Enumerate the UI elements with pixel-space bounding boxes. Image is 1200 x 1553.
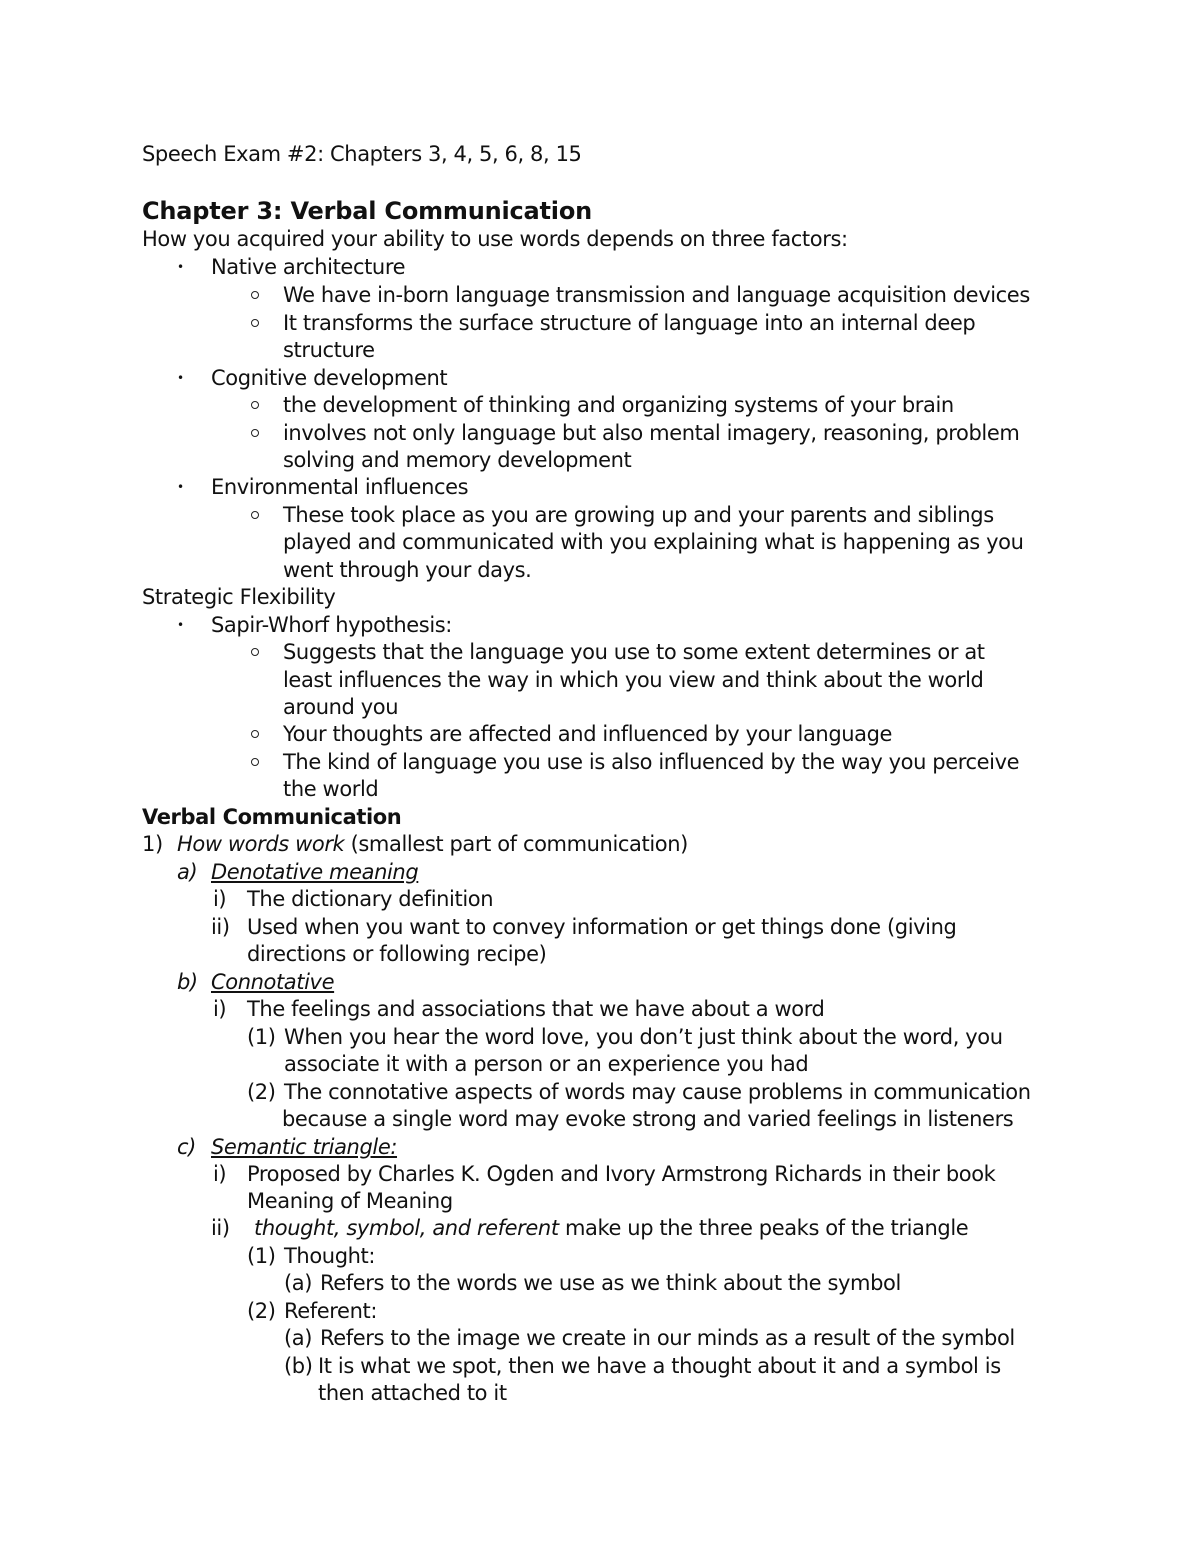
letter-text-cont: then attached to it xyxy=(318,1381,507,1405)
roman-text: The dictionary definition xyxy=(247,887,494,911)
letter-text: Refers to the image we create in our minds as a result of the symbol xyxy=(320,1326,1015,1350)
strategic-point: The kind of language you use is also influenced by the way you perceive xyxy=(283,750,1020,774)
paren-text: The connotative aspects of words may cause problems in communication xyxy=(284,1080,1031,1104)
factor-point-cont: played and communicated with you explaining what is happening as you xyxy=(283,530,1024,554)
sub-label: a) xyxy=(177,860,198,884)
bullet-icon: • xyxy=(177,480,185,494)
paren-text: Thought: xyxy=(284,1244,376,1268)
factor-point: We have in-born language transmission and language acquisition devices xyxy=(283,283,1030,307)
factor-point-cont: solving and memory development xyxy=(283,448,632,472)
letter-text: It is what we spot, then we have a thought about it and a symbol is xyxy=(318,1354,1001,1378)
verbal-heading: Verbal Communication xyxy=(142,805,402,829)
circle-bullet-icon xyxy=(251,758,259,766)
sub-label: c) xyxy=(177,1135,196,1159)
paren-text: Referent: xyxy=(284,1299,377,1323)
paren-text-cont: because a single word may evoke strong and varied feelings in listeners xyxy=(282,1107,1014,1131)
sub-label: b) xyxy=(177,970,198,994)
roman-text: Used when you want to convey information or get things done (giving xyxy=(247,915,957,939)
circle-bullet-icon xyxy=(251,730,259,738)
paren-text-cont: associate it with a person or an experience you had xyxy=(284,1052,809,1076)
intro-text: How you acquired your ability to use words depends on three factors: xyxy=(142,227,848,251)
strategic-point: Your thoughts are affected and influenced by your language xyxy=(283,722,893,746)
sub-title: Semantic triangle: xyxy=(211,1135,398,1159)
exam-header: Speech Exam #2: Chapters 3, 4, 5, 6, 8, 15 xyxy=(142,142,582,166)
roman-number: i) xyxy=(213,997,227,1021)
roman-number: ii) xyxy=(211,1216,230,1240)
roman-rest: make up the three peaks of the triangle xyxy=(558,1216,969,1240)
strategic-point-cont: the world xyxy=(283,777,379,801)
paren-number: (2) xyxy=(247,1080,276,1104)
letter-text: Refers to the words we use as we think about the symbol xyxy=(320,1271,901,1295)
paren-number: (1) xyxy=(247,1025,276,1049)
strategic-point-cont: around you xyxy=(283,695,399,719)
strategic-point: Suggests that the language you use to some extent determines or at xyxy=(283,640,985,664)
chapter-title: Chapter 3: Verbal Communication xyxy=(142,197,593,225)
roman-text xyxy=(254,1215,968,1242)
paren-number: (2) xyxy=(247,1299,276,1323)
circle-bullet-icon xyxy=(251,401,259,409)
strategic-point-cont: least influences the way in which you view and think about the world xyxy=(283,668,984,692)
roman-number: ii) xyxy=(211,915,230,939)
circle-bullet-icon xyxy=(251,429,259,437)
circle-bullet-icon xyxy=(251,648,259,656)
factor-label: Cognitive development xyxy=(211,366,448,390)
roman-italic: thought, symbol, and referent xyxy=(254,1216,559,1240)
factor-point-cont: went through your days. xyxy=(283,558,532,582)
circle-bullet-icon xyxy=(251,291,259,299)
factor-label: Environmental influences xyxy=(211,475,469,499)
bullet-icon: • xyxy=(177,260,185,274)
factor-label: Native architecture xyxy=(211,255,406,279)
paren-text: When you hear the word love, you don’t just think about the word, you xyxy=(284,1025,1003,1049)
paren-number: (1) xyxy=(247,1244,276,1268)
letter-number: (b) xyxy=(284,1354,313,1378)
circle-bullet-icon xyxy=(251,319,259,327)
bullet-icon: • xyxy=(177,371,185,385)
strategic-heading: Strategic Flexibility xyxy=(142,585,336,609)
factor-point: These took place as you are growing up and your parents and siblings xyxy=(283,503,994,527)
item-text xyxy=(177,831,688,858)
roman-number: i) xyxy=(213,1162,227,1186)
factor-point: the development of thinking and organizing systems of your brain xyxy=(283,393,954,417)
factor-point: It transforms the surface structure of language into an internal deep xyxy=(283,311,976,335)
roman-number: i) xyxy=(213,887,227,911)
item-number: 1) xyxy=(142,832,163,856)
letter-number: (a) xyxy=(284,1326,313,1350)
circle-bullet-icon xyxy=(251,511,259,519)
sub-title: Denotative meaning xyxy=(211,860,419,884)
item-rest: (smallest part of communication) xyxy=(344,832,688,856)
roman-text: The feelings and associations that we have about a word xyxy=(247,997,825,1021)
letter-number: (a) xyxy=(284,1271,313,1295)
roman-text: Proposed by Charles K. Ogden and Ivory Armstrong Richards in their book xyxy=(247,1162,996,1186)
roman-text-cont: directions or following recipe) xyxy=(247,942,547,966)
factor-point: involves not only language but also mental imagery, reasoning, problem xyxy=(283,421,1020,445)
factor-point-cont: structure xyxy=(283,338,375,362)
roman-text-cont: Meaning of Meaning xyxy=(247,1189,453,1213)
sub-title: Connotative xyxy=(211,970,335,994)
bullet-icon: • xyxy=(177,618,185,632)
item-italic: How words work xyxy=(177,832,345,856)
strategic-bullet: Sapir-Whorf hypothesis: xyxy=(211,613,452,637)
